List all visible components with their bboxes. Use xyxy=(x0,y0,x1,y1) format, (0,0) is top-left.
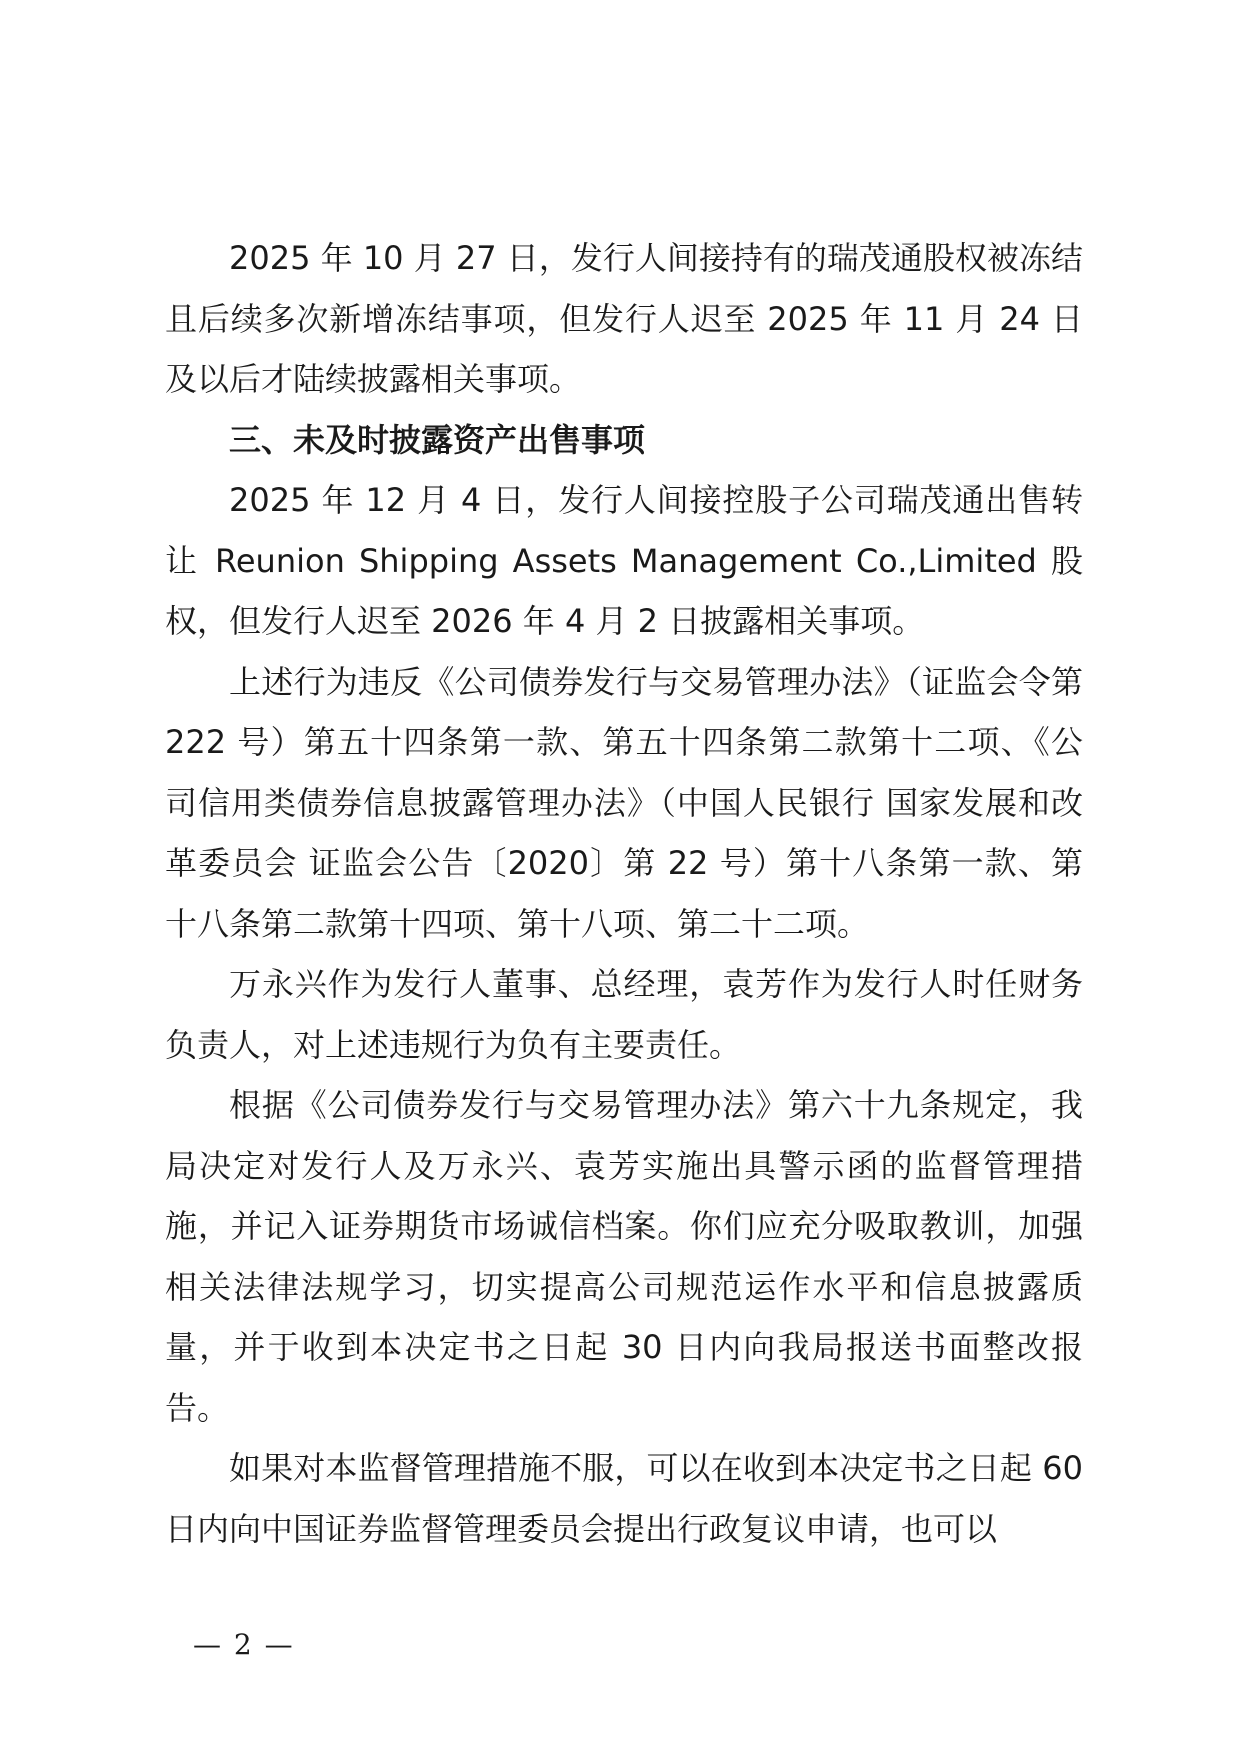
document-body xyxy=(165,228,1083,1559)
paragraph-equity-freeze: 2025 年 10 月 27 日，发行人间接持有的瑞茂通股权被冻结且后续多次新增冻结事项，但发行人迟至 2025 年 11 月 24 日及以后才陆续披露相关事项。 xyxy=(165,239,1083,398)
paragraph-appeal: 如果对本监督管理措施不服，可以在收到本决定书之日起 60 日内向中国证券监督管理委员会提出行政复议申请，也可以 xyxy=(165,1449,1083,1548)
paragraph-violations: 上述行为违反《公司债券发行与交易管理办法》（证监会令第 222 号）第五十四条第一款、第五十四条第二款第十二项、《公司信用类债券信息披露管理办法》（中国人民银行 国家发展和改革委员会 证监会公告〔2020〕第 22 号）第十八条第一款、第十八条第二款第十四项、第十八项、第二十二项。 xyxy=(165,662,1083,943)
paragraph-responsibility: 万永兴作为发行人董事、总经理，袁芳作为发行人时任财务负责人，对上述违规行为负有主要责任。 xyxy=(165,965,1083,1064)
page-number: — 2 — xyxy=(193,1628,295,1661)
paragraph-asset-sale: 2025 年 12 月 4 日，发行人间接控股子公司瑞茂通出售转让 Reunion Shipping Assets Management Co.,Limited 股权，但发行人迟至 2026 年 4 月 2 日披露相关事项。 xyxy=(165,481,1083,640)
paragraph-decision: 根据《公司债券发行与交易管理办法》第六十九条规定，我局决定对发行人及万永兴、袁芳实施出具警示函的监督管理措施，并记入证券期货市场诚信档案。你们应充分吸取教训，加强相关法律法规学习，切实提高公司规范运作水平和信息披露质量，并于收到本决定书之日起 30 日内向我局报送书面整改报告。 xyxy=(165,1086,1083,1427)
section-heading-asset-sale: 三、未及时披露资产出售事项 xyxy=(229,420,646,459)
